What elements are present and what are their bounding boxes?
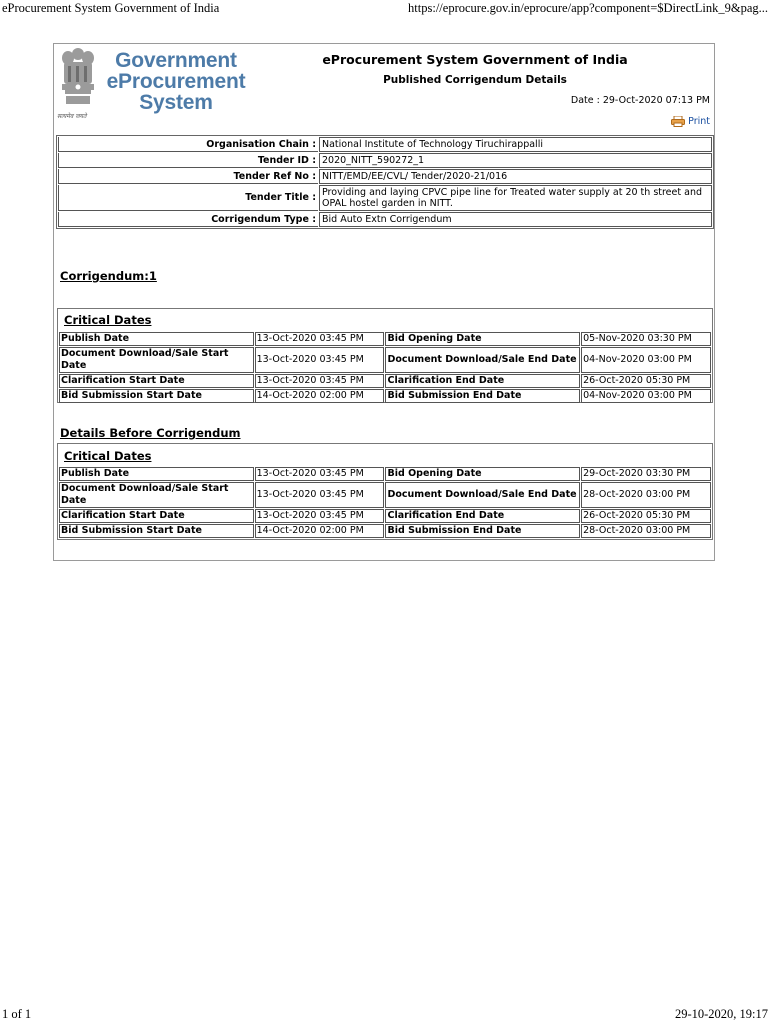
dates-row <box>59 389 711 403</box>
date-label: Publish Date <box>59 332 254 346</box>
tender-info-value: NITT/EMD/EE/CVL/ Tender/2020-21/016 <box>319 169 712 184</box>
date-label: Bid Submission End Date <box>385 524 580 538</box>
date-label: Clarification Start Date <box>59 509 254 523</box>
date-value: 04-Nov-2020 03:00 PM <box>581 389 711 403</box>
browser-page-title: eProcurement System Government of India <box>2 1 220 15</box>
tender-info-row <box>58 137 712 152</box>
tender-info-row <box>58 169 712 184</box>
date-value: 28-Oct-2020 03:00 PM <box>581 524 711 538</box>
dates-row <box>59 467 711 481</box>
tender-info-label: Tender Title : <box>58 185 318 211</box>
date-label: Bid Opening Date <box>385 467 580 481</box>
before-corrigendum-heading: Details Before Corrigendum <box>60 426 241 440</box>
print-footer <box>0 1006 770 1024</box>
date-label: Document Download/Sale End Date <box>385 482 580 508</box>
tender-info-value: National Institute of Technology Tiruchirappalli <box>319 137 712 152</box>
date-label: Bid Submission Start Date <box>59 524 254 538</box>
tender-info-value: 2020_NITT_590272_1 <box>319 153 712 168</box>
tender-info-value: Bid Auto Extn Corrigendum <box>319 212 712 227</box>
report-date: Date : 29-Oct-2020 07:13 PM <box>570 95 710 106</box>
date-value: 13-Oct-2020 03:45 PM <box>255 467 385 481</box>
date-value: 13-Oct-2020 03:45 PM <box>255 347 385 373</box>
date-value: 13-Oct-2020 03:45 PM <box>255 332 385 346</box>
page-count: 1 of 1 <box>2 1007 32 1021</box>
emblem-caption: सत्यमेव जयते <box>57 113 87 120</box>
date-label: Publish Date <box>59 467 254 481</box>
date-value: 13-Oct-2020 03:45 PM <box>255 374 385 388</box>
dates-row <box>59 509 711 523</box>
date-value: 13-Oct-2020 03:45 PM <box>255 482 385 508</box>
page-title: eProcurement System Government of India <box>322 52 628 67</box>
tender-info-value: Providing and laying CPVC pipe line for Treated water supply at 20 th street and OPAL hostel garden in NITT. <box>319 185 712 211</box>
site-logo <box>56 46 246 121</box>
date-value: 13-Oct-2020 03:45 PM <box>255 509 385 523</box>
corrigendum-critical-dates-box <box>57 308 713 403</box>
browser-url: https://eprocure.gov.in/eprocure/app?component=$DirectLink_9&pag... <box>408 1 768 15</box>
date-label: Bid Submission End Date <box>385 389 580 403</box>
logo-line-3: System <box>139 91 213 114</box>
date-value: 14-Oct-2020 02:00 PM <box>255 524 385 538</box>
date-label: Document Download/Sale Start Date <box>59 347 254 373</box>
dates-row <box>59 332 711 346</box>
printed-timestamp: 29-10-2020, 19:17 <box>674 1007 768 1021</box>
date-label: Bid Submission Start Date <box>59 389 254 403</box>
tender-info-label: Tender ID : <box>58 153 318 168</box>
state-emblem-icon <box>56 46 100 112</box>
tender-info-label: Organisation Chain : <box>58 137 318 152</box>
corrigendum-critical-dates-title: Critical Dates <box>64 313 152 327</box>
dates-row <box>59 524 711 538</box>
corrigendum-heading: Corrigendum:1 <box>60 269 157 283</box>
tender-info-row <box>58 153 712 168</box>
date-value: 26-Oct-2020 05:30 PM <box>581 509 711 523</box>
tender-info-label: Tender Ref No : <box>58 169 318 184</box>
date-value: 04-Nov-2020 03:00 PM <box>581 347 711 373</box>
date-label: Document Download/Sale Start Date <box>59 482 254 508</box>
logo-line-2: eProcurement <box>106 70 246 93</box>
tender-info-row <box>58 212 712 227</box>
tender-info-table <box>56 135 714 229</box>
print-header <box>0 0 770 16</box>
print-link[interactable] <box>671 116 710 127</box>
date-value: 28-Oct-2020 03:00 PM <box>581 482 711 508</box>
page-subtitle: Published Corrigendum Details <box>383 74 567 86</box>
dates-row <box>59 482 711 508</box>
dates-row <box>59 374 711 388</box>
date-label: Bid Opening Date <box>385 332 580 346</box>
logo-line-1: Government <box>115 49 237 72</box>
printer-icon <box>671 116 685 127</box>
date-label: Document Download/Sale End Date <box>385 347 580 373</box>
before-critical-dates-title: Critical Dates <box>64 449 152 463</box>
tender-info-row <box>58 185 712 211</box>
date-label: Clarification End Date <box>385 509 580 523</box>
before-critical-dates-box <box>57 443 713 540</box>
date-value: 29-Oct-2020 03:30 PM <box>581 467 711 481</box>
date-label: Clarification End Date <box>385 374 580 388</box>
corrigendum-dates-table <box>58 331 712 404</box>
print-label: Print <box>688 116 710 127</box>
date-value: 05-Nov-2020 03:30 PM <box>581 332 711 346</box>
date-label: Clarification Start Date <box>59 374 254 388</box>
before-dates-table <box>58 466 712 539</box>
logo-wordmark <box>106 50 246 113</box>
tender-info-label: Corrigendum Type : <box>58 212 318 227</box>
date-value: 14-Oct-2020 02:00 PM <box>255 389 385 403</box>
dates-row <box>59 347 711 373</box>
date-value: 26-Oct-2020 05:30 PM <box>581 374 711 388</box>
corrigendum-panel <box>53 43 715 561</box>
